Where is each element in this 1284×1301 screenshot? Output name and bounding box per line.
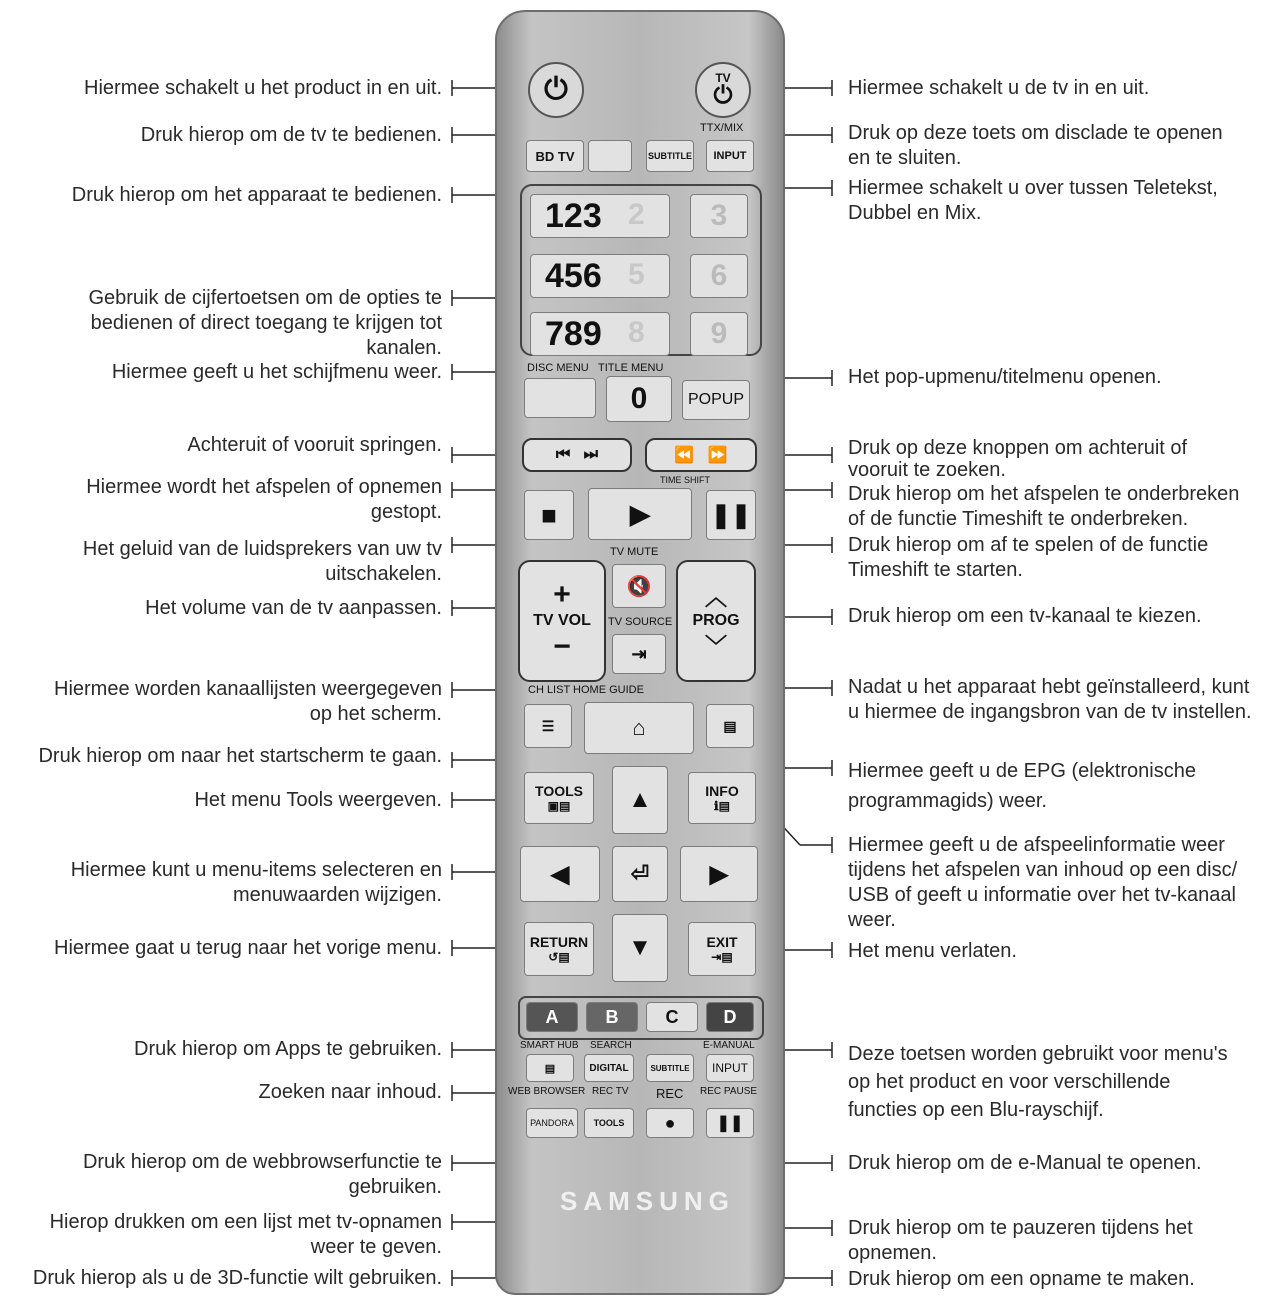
power-icon: ⏻: [713, 82, 733, 109]
mute-icon: 🔇: [626, 575, 652, 598]
label-search-fwd: Druk op deze knoppen om achteruit of vooruit te zoeken.: [848, 437, 1188, 481]
label-guide: Hiermee geeft u de EPG (elektronische programmagids) weer.: [848, 760, 1196, 812]
bd-tv-toggle[interactable]: [588, 140, 632, 172]
rewind-icon: ⏪: [674, 447, 695, 464]
exit-button[interactable]: [688, 922, 756, 976]
tools-button[interactable]: [524, 772, 594, 824]
label-stop: Hiermee wordt het afspelen of opnemen gestopt.: [86, 476, 442, 523]
label-play: Druk hierop om af te spelen of de functie Timeshift te starten.: [848, 534, 1209, 581]
stop-icon: ■: [541, 499, 557, 530]
label-volume: Het volume van de tv aanpassen.: [145, 597, 442, 619]
label-popup: Het pop-upmenu/titelmenu openen.: [848, 366, 1162, 388]
nav-up-button[interactable]: [612, 766, 668, 834]
label-rec-tv: Hierop drukken om een lijst met tv-opnamen weer te geven.: [49, 1211, 442, 1258]
nav-down-button[interactable]: [612, 914, 668, 982]
label-teletext: Hiermee schakelt u over tussen Teletekst, Dubbel en Mix.: [848, 177, 1218, 224]
home-button[interactable]: [584, 702, 694, 754]
tv-label: TV: [715, 71, 731, 85]
label-tv-power: Hiermee schakelt u de tv in en uit.: [848, 77, 1150, 99]
input-bottom-button[interactable]: INPUT: [706, 1054, 754, 1082]
web-browser-label: WEB BROWSER: [508, 1086, 586, 1097]
label-navigation: Hiermee kunt u menu-items selecteren en menuwaarden wijzigen.: [70, 859, 442, 906]
subtitle-bottom-button[interactable]: SUBTITLE: [646, 1054, 694, 1082]
return-icon: ↺▤: [548, 950, 570, 964]
guide-icon: ▤: [723, 717, 737, 734]
tools-3d-button[interactable]: TOOLS: [584, 1108, 634, 1138]
source-icon: ⇥: [631, 643, 647, 664]
e-manual-label: E-MANUAL: [703, 1040, 755, 1051]
label-mute: Het geluid van de luidsprekers van uw tv uitschakelen.: [82, 538, 442, 585]
label-tools: Het menu Tools weergeven.: [194, 789, 442, 811]
smart-hub-icon: ▤: [544, 1062, 556, 1075]
tv-vol-label: TV VOL: [533, 612, 591, 629]
popup-button[interactable]: POPUP: [682, 380, 750, 420]
home-icon: ⌂: [632, 715, 646, 740]
chevron-up-icon: ︿: [704, 585, 727, 610]
label-exit: Het menu verlaten.: [848, 940, 1017, 962]
label-disc-tray: Druk op deze toets om disclade te openen en te sluiten.: [848, 122, 1223, 169]
tv-mute-button[interactable]: [612, 564, 666, 608]
input-button[interactable]: INPUT: [706, 140, 754, 172]
label-ch-list: Hiermee worden kanaallijsten weergegeven op het scherm.: [54, 678, 442, 725]
prog-label: PROG: [692, 612, 740, 629]
search-buttons[interactable]: [645, 438, 757, 472]
label-web-browser: Druk hierop om de webbrowserfunctie te gebruiken.: [82, 1151, 442, 1198]
label-number-keys: Gebruik de cijfertoetsen om de opties te bedienen of direct toegang te krijgen tot kanalen.: [88, 287, 442, 359]
key-789[interactable]: 789: [530, 312, 670, 356]
samsung-logo: SAMSUNG: [560, 1186, 735, 1216]
label-skip: Achteruit of vooruit springen.: [187, 434, 442, 456]
arrow-right-icon: ▶: [709, 860, 729, 888]
label-return: Hiermee gaat u terug naar het vorige menu.: [54, 937, 442, 959]
key-ghost-digit: 8: [628, 316, 645, 349]
ttx-mix-label: TTX/MIX: [700, 122, 744, 134]
ch-list-home-guide-label: CH LIST HOME GUIDE: [528, 684, 644, 696]
return-button[interactable]: [524, 922, 594, 976]
rec-pause-button[interactable]: [706, 1108, 754, 1138]
disc-menu-label: DISC MENU: [527, 362, 589, 374]
arrow-left-icon: ◀: [550, 860, 570, 888]
tv-volume-rocker[interactable]: [518, 560, 606, 682]
pause-icon: ❚❚: [716, 1115, 744, 1132]
skip-forward-icon: ⏭: [583, 446, 599, 463]
info-icon: ℹ▤: [714, 799, 730, 813]
info-button[interactable]: [688, 772, 756, 824]
rec-pause-label: REC PAUSE: [700, 1086, 758, 1097]
rec-label: REC: [656, 1086, 684, 1101]
label-apps: Druk hierop om Apps te gebruiken.: [134, 1038, 442, 1060]
ch-list-button[interactable]: [524, 704, 572, 748]
tv-source-label: TV SOURCE: [608, 616, 673, 628]
pause-icon: ❚❚: [710, 501, 752, 529]
chevron-down-icon: ﹀: [704, 634, 727, 659]
rec-tv-label: REC TV: [592, 1086, 629, 1097]
search-label: SEARCH: [590, 1040, 632, 1051]
key-ghost-digit: 5: [628, 258, 645, 291]
bd-tv-button[interactable]: BD TV: [526, 140, 584, 172]
tv-mute-label: TV MUTE: [610, 546, 659, 558]
record-button[interactable]: [646, 1108, 694, 1138]
key-ghost-digit: 2: [628, 198, 645, 231]
skip-buttons[interactable]: [522, 438, 632, 472]
label-device-control: Druk hierop om het apparaat te bedienen.: [71, 184, 442, 206]
pause-button[interactable]: [706, 490, 756, 540]
digital-button[interactable]: DIGITAL: [584, 1054, 634, 1082]
exit-icon: ⇥▤: [711, 950, 733, 964]
color-key-a[interactable]: A: [526, 1002, 578, 1032]
key-0[interactable]: 0: [606, 376, 672, 422]
color-key-c[interactable]: C: [646, 1002, 698, 1032]
label-tv-control: Druk hierop om de tv te bedienen.: [140, 124, 442, 146]
label-record: Druk hierop om een opname te maken.: [848, 1268, 1195, 1290]
product-power-button[interactable]: [528, 62, 584, 118]
label-color-keys: Deze toetsen worden gebruikt voor menu's op het product en voor verschillende functies op een Blu-rayschijf.: [848, 1043, 1228, 1121]
label-rec-pause: Druk hierop om te pauzeren tijdens het opnemen.: [848, 1217, 1193, 1264]
tools-icon: ▣▤: [547, 799, 571, 813]
prog-rocker[interactable]: [676, 560, 756, 682]
minus-icon: −: [553, 630, 571, 663]
tv-power-button[interactable]: [695, 62, 751, 118]
key-123[interactable]: 123: [530, 194, 670, 238]
label-disc-menu: Hiermee geeft u het schijfmenu weer.: [111, 361, 442, 383]
skip-back-icon: ⏮: [555, 446, 571, 463]
nav-right-button[interactable]: [680, 846, 758, 902]
smart-hub-button[interactable]: [526, 1054, 574, 1082]
label-tv-source: Nadat u het apparaat hebt geïnstalleerd, kunt u hiermee de ingangsbron van de tv instellen.: [848, 676, 1252, 723]
arrow-up-icon: ▲: [628, 786, 652, 813]
label-3d: Druk hierop als u de 3D-functie wilt gebruiken.: [32, 1267, 442, 1289]
key-9[interactable]: 9: [690, 312, 748, 356]
label-channel: Druk hierop om een tv-kanaal te kiezen.: [848, 605, 1202, 627]
exit-label: EXIT: [706, 934, 738, 950]
tv-source-button[interactable]: [612, 634, 666, 674]
label-search: Zoeken naar inhoud.: [258, 1081, 442, 1103]
list-icon: ☰: [541, 717, 555, 734]
key-3[interactable]: 3: [690, 194, 748, 238]
play-icon: ▶: [630, 498, 650, 529]
arrow-down-icon: ▼: [628, 934, 652, 961]
color-key-d[interactable]: D: [706, 1002, 754, 1032]
fast-forward-icon: ⏩: [707, 447, 728, 464]
title-menu-label: TITLE MENU: [598, 362, 664, 374]
play-button[interactable]: [588, 488, 692, 540]
plus-icon: +: [553, 578, 571, 611]
subtitle-button[interactable]: SUBTITLE: [646, 140, 694, 172]
enter-button[interactable]: [612, 846, 668, 902]
label-info: Hiermee geeft u de afspeelinformatie weer tijdens het afspelen van inhoud op een disc/ USB of geeft u informatie over het tv-kanaal weer.: [848, 834, 1238, 931]
label-product-power: Hiermee schakelt u het product in en uit.: [84, 77, 442, 99]
enter-icon: ⏎: [630, 861, 650, 886]
label-home: Druk hierop om naar het startscherm te gaan.: [38, 745, 442, 767]
key-456[interactable]: 456: [530, 254, 670, 298]
color-key-b[interactable]: B: [586, 1002, 638, 1032]
time-shift-label: TIME SHIFT: [660, 475, 710, 485]
info-label: INFO: [705, 783, 739, 799]
nav-left-button[interactable]: [520, 846, 600, 902]
tools-label: TOOLS: [535, 783, 583, 799]
label-pause: Druk hierop om het afspelen te onderbreken of de functie Timeshift te onderbreken.: [848, 483, 1240, 530]
record-icon: ●: [664, 1112, 676, 1133]
disc-menu-button[interactable]: [524, 378, 596, 418]
smart-hub-label: SMART HUB: [520, 1040, 579, 1051]
power-icon: ⏻: [544, 73, 568, 106]
return-label: RETURN: [529, 934, 589, 950]
label-e-manual: Druk hierop om de e-Manual te openen.: [848, 1152, 1202, 1174]
pandora-button[interactable]: PANDORA: [526, 1108, 578, 1138]
guide-button[interactable]: [706, 704, 754, 748]
stop-button[interactable]: [524, 490, 574, 540]
key-6[interactable]: 6: [690, 254, 748, 298]
